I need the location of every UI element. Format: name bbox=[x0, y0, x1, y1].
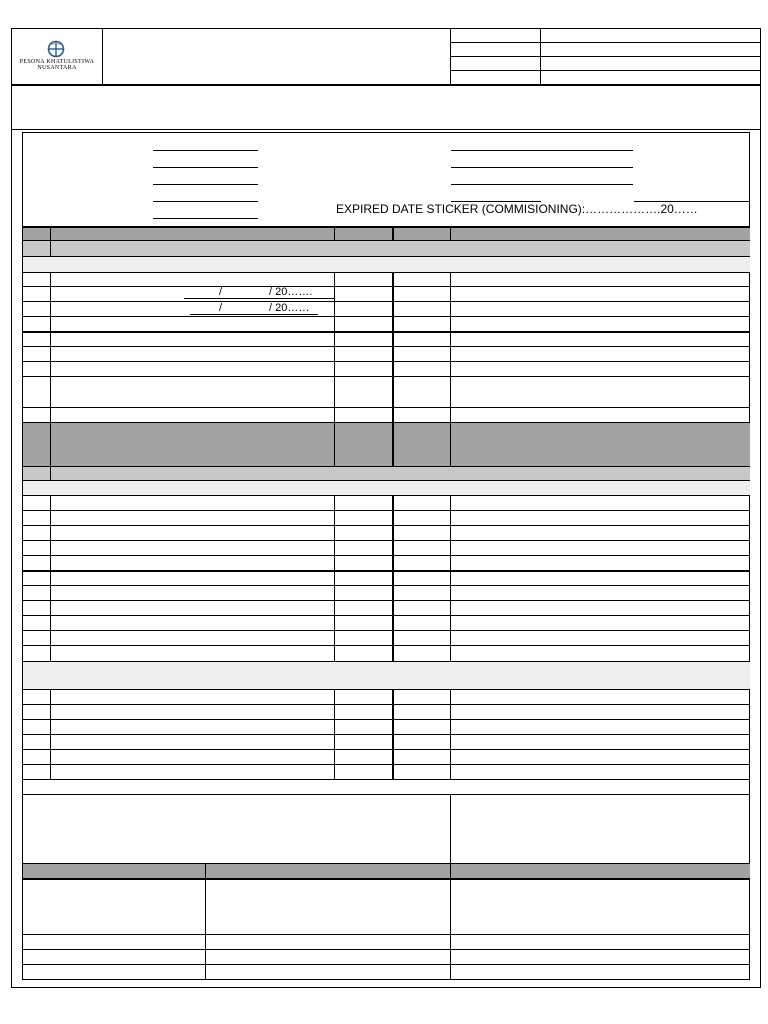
col-divider-item bbox=[334, 689, 335, 779]
table-rule bbox=[22, 645, 750, 646]
table-rule bbox=[22, 301, 750, 302]
date-separator: / bbox=[219, 302, 223, 314]
table-rule bbox=[22, 615, 750, 616]
col-divider-ok bbox=[392, 227, 394, 240]
table-rule bbox=[22, 585, 750, 586]
section-bar bbox=[23, 466, 750, 481]
table-rule bbox=[22, 719, 750, 720]
header-bottom-rule bbox=[11, 84, 761, 86]
logo-line-1: PESONA KHATULISTIWA bbox=[19, 59, 95, 65]
meta-row-rule bbox=[450, 42, 761, 43]
table-rule bbox=[22, 661, 750, 662]
field-underline bbox=[153, 184, 258, 185]
signature-rule bbox=[22, 878, 750, 880]
meta-row-rule bbox=[450, 70, 761, 71]
col-divider-ok bbox=[392, 272, 394, 466]
field-underline bbox=[153, 150, 258, 151]
table-rule bbox=[22, 510, 750, 511]
signature-rule bbox=[22, 934, 750, 935]
sub-section-bar bbox=[23, 256, 750, 272]
table-rule bbox=[22, 525, 750, 526]
col-divider-no bbox=[50, 496, 51, 661]
table-rule bbox=[22, 689, 750, 690]
date-year: / 20……. bbox=[269, 286, 313, 298]
col-divider-ok bbox=[392, 496, 394, 661]
field-underline bbox=[451, 184, 633, 185]
table-rule bbox=[22, 316, 750, 317]
table-rule bbox=[22, 272, 750, 273]
signature-divider bbox=[450, 863, 451, 980]
signature-rule bbox=[22, 863, 750, 864]
field-underline bbox=[451, 167, 633, 168]
field-underline bbox=[451, 150, 633, 151]
table-rule bbox=[22, 704, 750, 705]
field-underline bbox=[153, 167, 258, 168]
table-rule bbox=[22, 749, 750, 750]
band-bottom-rule bbox=[11, 129, 761, 130]
table-rule bbox=[22, 226, 750, 228]
col-divider-no bbox=[50, 689, 51, 779]
table-rule bbox=[22, 331, 750, 333]
table-rule bbox=[22, 376, 750, 377]
logo-line-2: NUSANTARA bbox=[37, 65, 77, 71]
table-rule bbox=[22, 256, 750, 257]
date-separator: / bbox=[219, 286, 223, 298]
meta-row-rule bbox=[450, 56, 761, 57]
table-rule bbox=[22, 240, 750, 241]
sub-section-bar bbox=[23, 662, 750, 689]
table-rule bbox=[22, 764, 750, 765]
sub-section-bar bbox=[23, 481, 750, 496]
signature-rule bbox=[22, 949, 750, 950]
col-divider-ok bbox=[392, 689, 394, 779]
table-rule bbox=[22, 286, 750, 287]
col-divider-remark bbox=[450, 272, 451, 466]
table-rule bbox=[22, 540, 750, 541]
notes-divider bbox=[450, 794, 451, 863]
date-year: / 20…… bbox=[269, 302, 310, 314]
table-rule bbox=[22, 794, 750, 795]
col-divider-remark bbox=[450, 689, 451, 779]
field-underline bbox=[153, 201, 258, 202]
table-rule bbox=[22, 495, 750, 496]
table-rule bbox=[22, 361, 750, 362]
col-divider-item bbox=[334, 227, 335, 240]
signature-divider bbox=[205, 863, 206, 980]
table-rule bbox=[22, 600, 750, 601]
table-rule bbox=[22, 422, 750, 423]
col-divider-remark bbox=[450, 227, 451, 240]
table-rule bbox=[22, 555, 750, 556]
section-bar bbox=[23, 240, 750, 256]
table-rule bbox=[22, 630, 750, 631]
globe-icon bbox=[46, 40, 66, 58]
expired-sticker-label: EXPIRED DATE STICKER (COMMISIONING):……………….20…… bbox=[336, 202, 698, 216]
table-header-bar bbox=[23, 227, 750, 240]
col-divider-item bbox=[334, 272, 335, 466]
signature-header-bar bbox=[23, 863, 750, 878]
section-bar-tall bbox=[23, 423, 750, 466]
logo-cell-divider bbox=[102, 28, 103, 84]
col-divider-no bbox=[50, 272, 51, 466]
table-rule bbox=[22, 346, 750, 347]
table-rule bbox=[22, 480, 750, 481]
table-rule bbox=[22, 734, 750, 735]
table-rule bbox=[22, 779, 750, 780]
col-divider-no bbox=[50, 466, 51, 481]
field-underline bbox=[153, 218, 258, 219]
col-divider-no bbox=[50, 227, 51, 256]
table-rule bbox=[22, 407, 750, 408]
table-rule bbox=[22, 466, 750, 467]
col-divider-item bbox=[334, 496, 335, 661]
signature-rule bbox=[22, 964, 750, 965]
col-divider-remark bbox=[450, 496, 451, 661]
table-rule bbox=[22, 570, 750, 572]
